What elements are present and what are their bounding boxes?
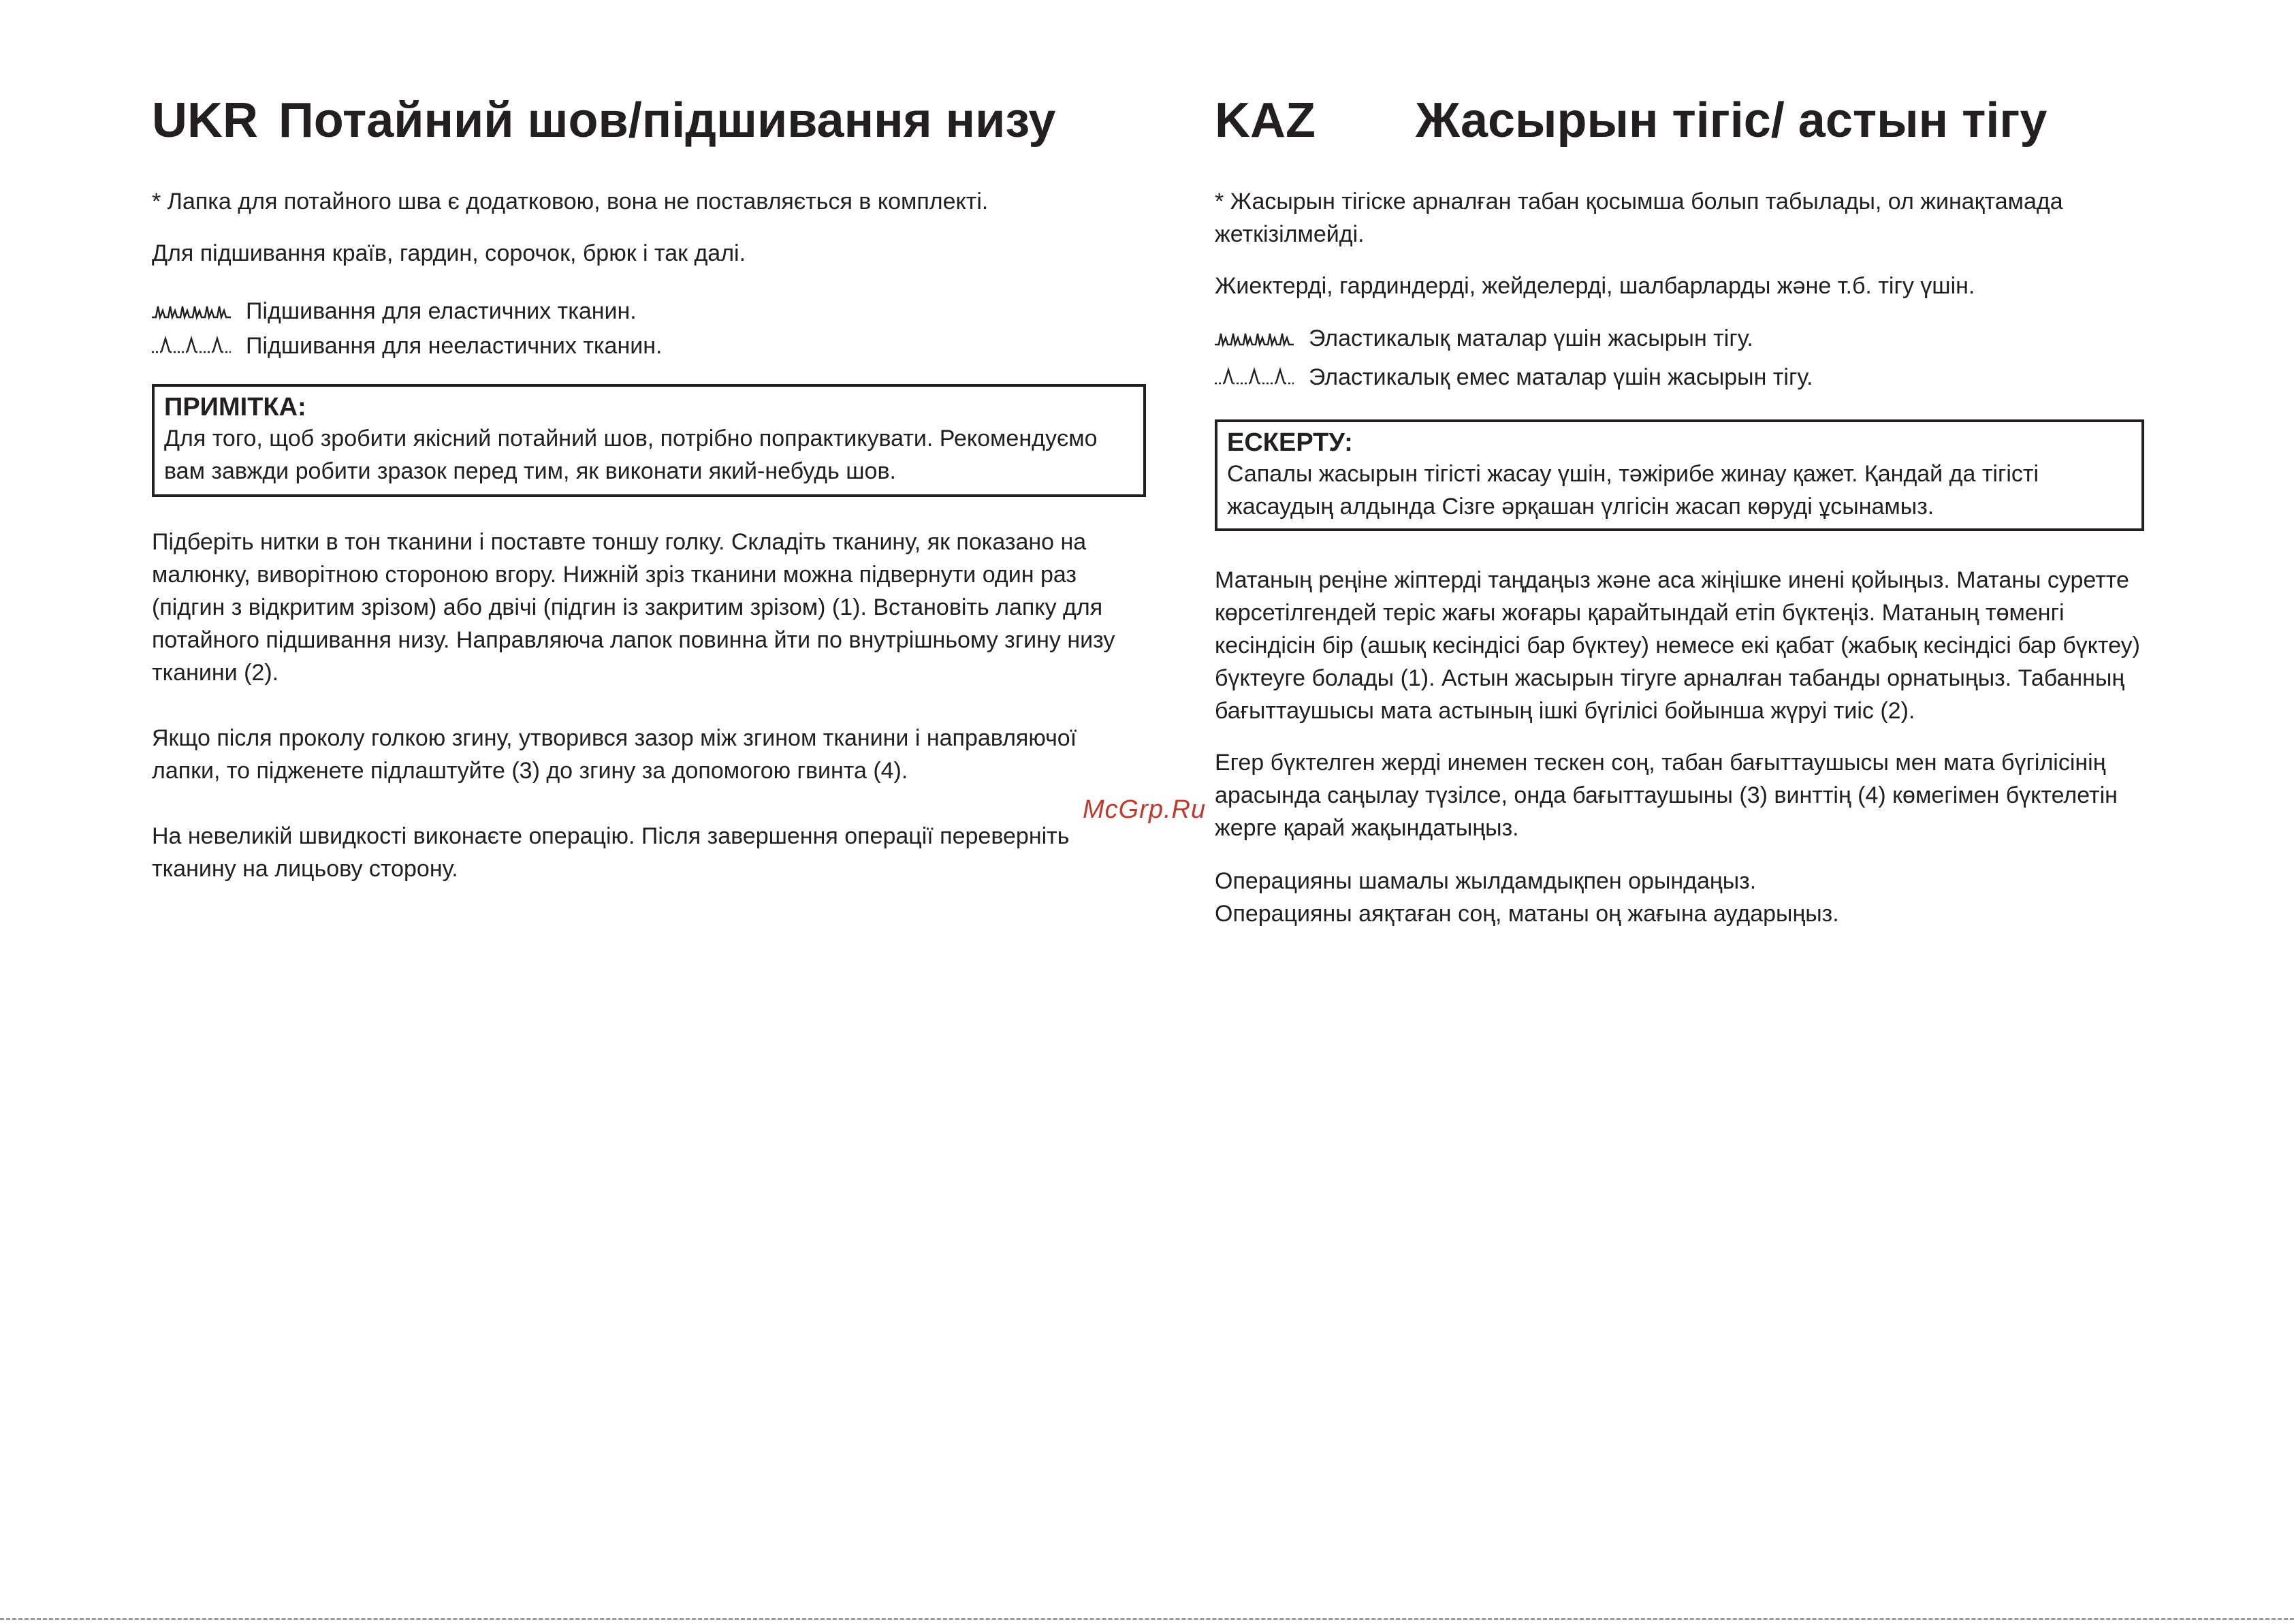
ukr-stitch-nonelastic-label: Підшивання для нееластичних тканин. (246, 333, 663, 359)
blind-stitch-icon (1215, 366, 1294, 386)
kaz-note-body: Сапалы жасырын тігісті жасау үшін, тәжірибе жинау қажет. Қандай да тігісті жасаудың алдында Сізге әрқашан үлгісін жасап көруді ұсынамыз. (1227, 461, 2039, 520)
ukr-note-title: ПРИМІТКА: (164, 393, 306, 421)
ukr-note-body: Для того, щоб зробити якісний потайний шов, потрібно попрактикувати. Рекомендуємо вам завжди робити зразок перед тим, як виконати який-небудь шов. (164, 426, 1098, 484)
kaz-note-box (1215, 419, 2144, 531)
ukr-paragraph-3: На невеликій швидкості виконаєте операцію. Після завершення операції переверніть тканину на лицьову сторону. (152, 823, 1070, 882)
kaz-section-title: Жасырын тігіс/ астын тігу (1416, 93, 2048, 148)
ukr-stitch-nonelastic (152, 330, 662, 362)
kaz-paragraph-1: Матаның реңіне жіптерді таңдаңыз және аса жіңішке инені қойыңыз. Матаны суретте көрсетілгендей теріс жағы жоғары қарайтындай етіп бүктеңіз. Матаның төменгі кесіндісін бір (ашық кесіндісі бар бүктеу) немесе екі қабат (жабық кесіндісі бар бүктеу) бүктеуге болады (1). Астын жасырын тігуге арналған табанды орнатыңыз. Табанның бағыттаушысы мата астының ішкі бүгілісі бойынша жүруі тиіс (2). (1215, 567, 2140, 724)
blind-stitch-icon (152, 334, 231, 355)
ukr-language-code: UKR (152, 93, 258, 148)
kaz-footnote: * Жасырын тігіске арналған табан қосымша болып табылады, ол жинақтамада жеткізілмейді. (1215, 189, 2063, 247)
kaz-purpose: Жиектерді, гардиндерді, жейделерді, шалбарларды және т.б. тігу үшін. (1215, 273, 1975, 299)
ukr-paragraph-1: Підберіть нитки в тон тканини і поставте тоншу голку. Складіть тканину, як показано на малюнку, виворітною стороною вгору. Нижній зріз тканини можна підвернути один раз (підгин з відкритим зрізом) або двічі (підгин із закритим зрізом) (1). Встановіть лапку для потайного підшивання низу. Направляюча лапок повинна йти по внутрішньому згину низу тканини (2). (152, 529, 1115, 686)
ukr-section-title: Потайний шов/підшивання низу (278, 93, 1056, 148)
kaz-heading (1215, 90, 2047, 151)
kaz-note-title: ЕСКЕРТУ: (1227, 428, 1353, 457)
ukr-heading (152, 90, 1055, 151)
elastic-blind-stitch-icon (1215, 327, 1294, 347)
kaz-stitch-nonelastic-label: Эластикалық емес маталар үшін жасырын тігу. (1309, 364, 1813, 390)
ukr-stitch-elastic (152, 295, 637, 328)
ukr-purpose: Для підшивання країв, гардин, сорочок, брюк і так далі. (152, 240, 746, 266)
kaz-paragraph-2: Егер бүктелген жерді инемен тескен соң, табан бағыттаушысы мен мата бүгілісінің арасында саңылау түзілсе, онда бағыттаушыны (3) винттің (4) көмегімен бүктелетін жерге қарай жақындатыңыз. (1215, 750, 2118, 841)
kaz-stitch-elastic-label: Эластикалық маталар үшін жасырын тігу. (1309, 325, 1753, 351)
ukr-note-box (152, 384, 1146, 497)
ukr-stitch-elastic-label: Підшивання для еластичних тканин. (246, 298, 637, 324)
kaz-stitch-nonelastic (1215, 361, 1813, 394)
ukr-paragraph-2: Якщо після проколу голкою згину, утворився зазор між згином тканини і направляючої лапки, то підженете підлаштуйте (3) до згину за допомогою гвинта (4). (152, 725, 1077, 784)
kaz-language-code: KAZ (1215, 93, 1316, 148)
watermark: McGrp.Ru (1083, 795, 1207, 824)
elastic-blind-stitch-icon (152, 300, 231, 320)
kaz-stitch-elastic (1215, 322, 1753, 355)
bottom-rule (0, 1618, 2294, 1620)
ukr-footnote: * Лапка для потайного шва є додатковою, вона не поставляється в комплекті. (152, 189, 989, 214)
kaz-paragraph-3: Операцияны шамалы жылдамдықпен орындаңыз. Операцияны аяқтаған соң, матаны оң жағына аударыңыз. (1215, 868, 1839, 927)
